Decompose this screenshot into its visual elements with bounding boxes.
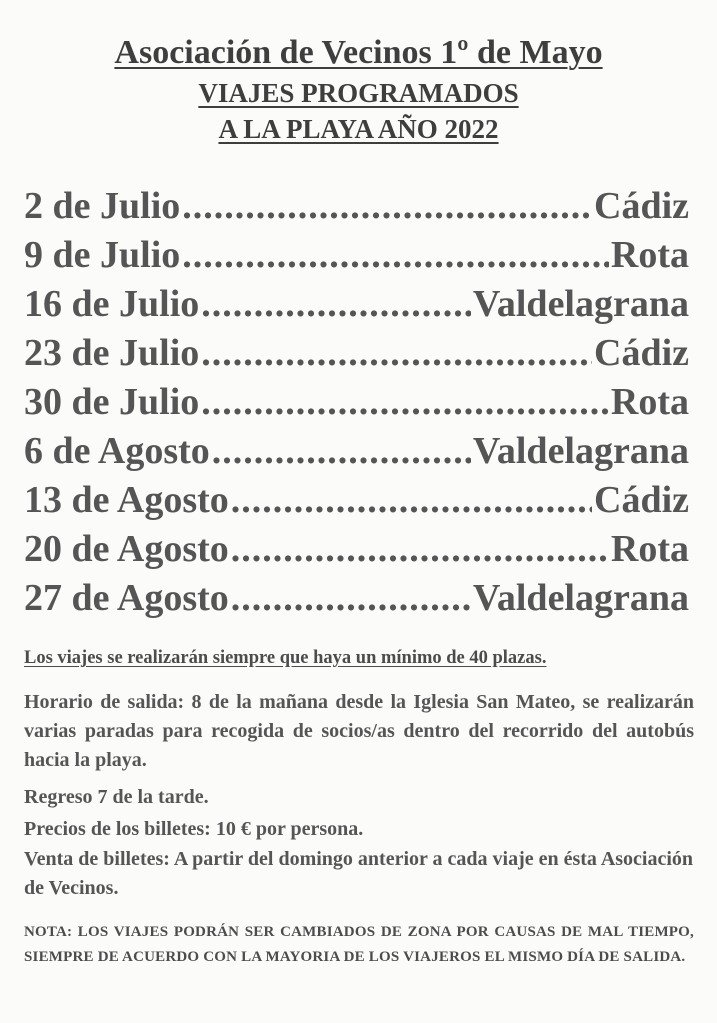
trips-heading: VIAJES PROGRAMADOS	[198, 78, 519, 108]
trip-row	[24, 380, 689, 429]
departure-info: Horario de salida: 8 de la mañana desde la Iglesia San Mateo, se realizarán varias paradas para recogida de socios/as dentro del recorrido del autobús hacia la playa.	[24, 691, 694, 771]
association-title: Asociación de Vecinos 1º de Mayo	[114, 34, 603, 71]
trip-date: 9 de Julio	[24, 234, 181, 276]
trip-date: 23 de Julio	[24, 332, 200, 374]
weather-note: NOTA: LOS VIAJES PODRÁN SER CAMBIADOS DE ZONA POR CAUSAS DE MAL TIEMPO, SIEMPRE DE ACUERDO CON LA MAYORIA DE LOS VIAJEROS EL MISMO DÍA DE SALIDA.	[24, 924, 694, 965]
trip-row	[24, 331, 689, 380]
dot-leader	[212, 429, 471, 473]
trip-date: 2 de Julio	[24, 185, 181, 227]
trip-destination: Rota	[610, 528, 689, 570]
dot-leader	[182, 184, 592, 228]
trip-destination: Rota	[610, 381, 689, 423]
trip-row	[24, 429, 689, 478]
trip-destination: Cádiz	[594, 332, 689, 374]
trip-destination: Cádiz	[594, 479, 689, 521]
trip-destination: Valdelagrana	[472, 283, 689, 325]
trip-date: 27 de Agosto	[24, 577, 229, 619]
trip-destination: Rota	[610, 234, 689, 276]
trip-row	[24, 184, 689, 233]
ticket-price-info: Precios de los billetes: 10 € por persona.	[24, 818, 364, 840]
trip-destination: Cádiz	[594, 185, 689, 227]
dot-leader	[182, 233, 609, 277]
trip-destination: Valdelagrana	[472, 577, 689, 619]
dot-leader	[231, 576, 471, 620]
trip-row	[24, 527, 689, 576]
ticket-sale-info: Venta de billetes: A partir del domingo anterior a cada viaje en ésta Asociación de Vecinos.	[24, 848, 694, 899]
trip-date: 13 de Agosto	[24, 479, 229, 521]
trip-row	[24, 478, 689, 527]
trip-destination: Valdelagrana	[472, 430, 689, 472]
trip-date: 20 de Agosto	[24, 528, 229, 570]
trip-row	[24, 282, 689, 331]
trip-date: 6 de Agosto	[24, 430, 210, 472]
year-heading: A LA PLAYA AÑO 2022	[218, 114, 499, 144]
trip-row	[24, 576, 689, 625]
dot-leader	[201, 331, 592, 375]
dot-leader	[201, 282, 471, 326]
trip-date: 30 de Julio	[24, 381, 200, 423]
return-info: Regreso 7 de la tarde.	[24, 786, 209, 808]
dot-leader	[201, 380, 609, 424]
trip-schedule	[24, 184, 689, 625]
dot-leader	[231, 478, 592, 522]
trip-date: 16 de Julio	[24, 283, 200, 325]
minimum-seats-condition: Los viajes se realizarán siempre que haya un mínimo de 40 plazas.	[24, 648, 547, 668]
trip-row	[24, 233, 689, 282]
dot-leader	[231, 527, 609, 571]
